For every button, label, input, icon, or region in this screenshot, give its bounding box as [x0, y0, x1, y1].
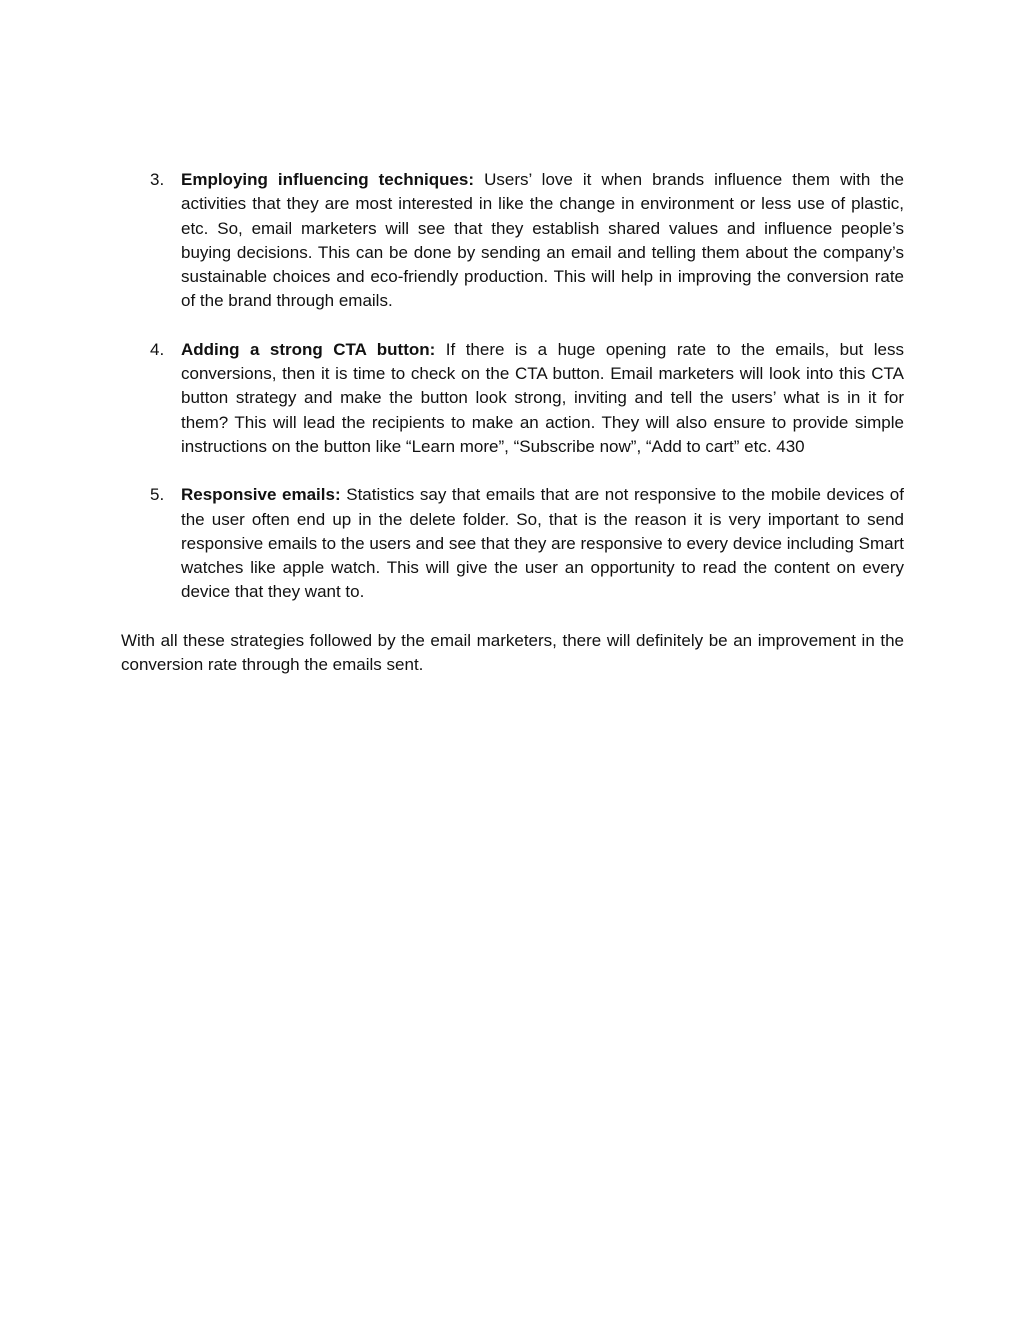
- list-item-body: Users’ love it when brands influence them with the activities that they are most interested in like the change in environment or less use of plastic, etc. So, email marketers will see that they establish shared values and influence people’s buying decisions. This can be done by sending an email and telling them about the company’s sustainable choices and eco-friendly production. This will help in improving the conversion rate of the brand through emails.: [181, 170, 904, 311]
- list-item-number: 3.: [150, 170, 165, 189]
- list-item: [121, 483, 904, 604]
- list-item-heading: Adding a strong CTA button:: [181, 339, 436, 359]
- list-item-body: Statistics say that emails that are not responsive to the mobile devices of the user often end up in the delete folder. So, that is the reason it is very important to send responsive emails to the users and see that they are responsive to every device including Smart watches like apple watch. This will give the user an opportunity to read the content on every device that they want to.: [181, 485, 904, 602]
- list-item-text: [181, 338, 904, 459]
- list-item-heading: Employing influencing techniques:: [181, 170, 475, 189]
- document-body: [121, 168, 904, 677]
- list-item-number: 5.: [150, 485, 165, 505]
- closing-paragraph: With all these strategies followed by the email marketers, there will definitely be an improvement in the conversion rate through the emails sent.: [121, 630, 904, 675]
- list-item: [121, 338, 904, 459]
- list-item-body: If there is a huge opening rate to the emails, but less conversions, then it is time to check on the CTA button. Email marketers will look into this CTA button strategy and make the button look strong, inviting and tell the users’ what is in it for them? This will lead the recipients to make an action. They will also ensure to provide simple instructions on the button like “Learn more”, “Subscribe now”, “Add to cart” etc. 430: [181, 339, 904, 456]
- list-item-number: 4.: [150, 339, 165, 359]
- list-item-text: [181, 168, 904, 314]
- list-item: [121, 168, 904, 314]
- list-item-heading: Responsive emails:: [181, 485, 341, 505]
- list-item-text: [181, 483, 904, 604]
